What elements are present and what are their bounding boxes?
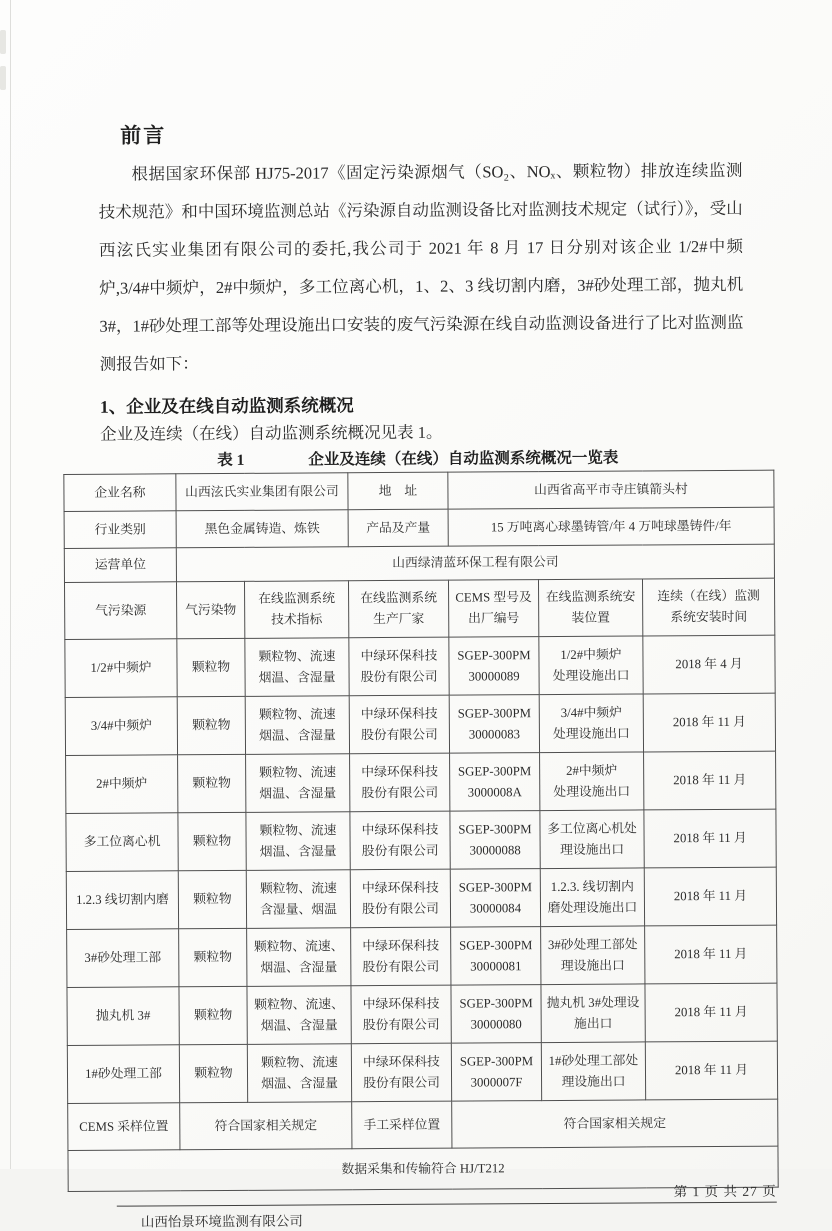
cell: SGEP-300PM 30000083 (449, 695, 539, 754)
cell-label: 企业名称 (64, 474, 176, 512)
cell: 颗粒物 (177, 696, 245, 754)
cell-value: 山西绿清蓝环保工程有限公司 (176, 544, 774, 582)
cell: 颗粒物、流速 含湿量、烟温 (246, 870, 350, 929)
cell: SGEP-300PM 30000084 (450, 869, 540, 928)
table-label: 表 1 (217, 451, 245, 470)
cell: 中绿环保科技 股份有限公司 (351, 985, 451, 1044)
cell-value: 山西省高平市寺庄镇箭头村 (448, 470, 774, 509)
column-header: 连续（在线）监测 系统安装时间 (642, 578, 774, 636)
cell: 中绿环保科技 股份有限公司 (351, 927, 451, 986)
column-header: 气污染物 (176, 581, 244, 638)
cell: 颗粒物、流速、 烟温、含湿量 (247, 928, 351, 987)
cell-label: 运营单位 (64, 548, 176, 583)
cell: 中绿环保科技 股份有限公司 (350, 811, 450, 870)
table-row (65, 693, 775, 755)
cell-label: 行业类别 (64, 511, 176, 549)
cell: 1.2.3. 线切割内 磨处理设施出口 (540, 868, 644, 927)
cell: 颗粒物 (178, 754, 246, 812)
table-row-industry (64, 507, 774, 548)
cell: 中绿环保科技 股份有限公司 (349, 695, 449, 754)
cell-label: 产品及产量 (348, 509, 448, 547)
cell: 颗粒物 (178, 812, 246, 870)
cell: 3#砂处理工部 (67, 929, 179, 988)
cell: 中绿环保科技 股份有限公司 (350, 869, 450, 928)
preface-title: 前言 (120, 123, 167, 148)
table-caption (63, 445, 772, 471)
cell: 中绿环保科技 股份有限公司 (351, 1043, 451, 1102)
table-row (67, 983, 777, 1045)
monitoring-overview-table (63, 470, 778, 1192)
cell: 颗粒物、流速 烟温、含湿量 (246, 812, 350, 871)
cell: SGEP-300PM 30000088 (450, 811, 540, 870)
cell: 2018 年 11 月 (643, 693, 775, 752)
cell: 颗粒物 (177, 638, 245, 696)
cell: 1/2#中频炉 (65, 639, 177, 698)
cell: 颗粒物 (179, 986, 247, 1044)
cell: 2018 年 11 月 (644, 867, 776, 926)
table-row (65, 635, 775, 697)
cell: 颗粒物 (178, 870, 246, 928)
cell: 多工位离心机处 理设施出口 (540, 810, 644, 869)
table-row (66, 867, 776, 929)
cell: 中绿环保科技 股份有限公司 (350, 753, 450, 812)
column-header: CEMS 型号及 出厂编号 (448, 580, 538, 638)
table-title: 企业及连续（在线）自动监测系统概况一览表 (308, 449, 619, 469)
cell: 颗粒物、流速 烟温、含湿量 (245, 638, 349, 697)
table-row-sampling (68, 1099, 778, 1150)
cell: 中绿环保科技 股份有限公司 (349, 637, 449, 696)
table-row (66, 809, 776, 871)
cell: 3/4#中频炉 处理设施出口 (539, 694, 643, 753)
table-row-company (64, 470, 774, 511)
table-row (67, 1041, 777, 1103)
cell: 1#砂处理工部 (67, 1045, 179, 1104)
cell: SGEP-300PM 30000081 (451, 927, 541, 986)
cell: 3/4#中频炉 (65, 697, 177, 756)
cell: 2#中频炉 处理设施出口 (540, 752, 644, 811)
cell: 颗粒物、流速 烟温、含湿量 (246, 754, 350, 813)
cell-label: 手工采样位置 (352, 1101, 452, 1149)
page-number: 第 1 页 共 27 页 (673, 1183, 777, 1200)
cell: 抛丸机 3# (67, 987, 179, 1046)
section1-heading: 1、企业及在线自动监测系统概况 (99, 395, 354, 417)
table-row (66, 751, 776, 813)
cell: SGEP-300PM 3000008A (450, 753, 540, 812)
cell-value: 15 万吨离心球墨铸管/年 4 万吨球墨铸件/年 (448, 507, 774, 546)
cell: 2018 年 11 月 (645, 983, 777, 1042)
cell: 1.2.3 线切割内磨 (66, 871, 178, 930)
cell-value: 黑色金属铸造、炼铁 (176, 510, 348, 548)
cell: 颗粒物、流速、 烟温、含湿量 (247, 986, 351, 1045)
table-header-row (64, 578, 774, 639)
footer-company-name: 山西怡景环境监测有限公司 (140, 1213, 303, 1230)
cell: 抛丸机 3#处理设 施出口 (541, 984, 645, 1043)
page-footer (117, 1183, 777, 1231)
cell: 2018 年 11 月 (644, 751, 776, 810)
cell-note: 数据采集和传输符合 HJ/T212 (68, 1146, 778, 1191)
cell: 多工位离心机 (66, 813, 178, 872)
cell: SGEP-300PM 30000080 (451, 985, 541, 1044)
column-header: 在线监测系统 生产厂家 (348, 580, 448, 638)
footer-rule (117, 1202, 777, 1207)
cell: 颗粒物、流速 烟温、含湿量 (245, 696, 349, 755)
cell-value: 符合国家相关规定 (452, 1099, 778, 1148)
cell-value: 山西泫氏实业集团有限公司 (176, 473, 348, 511)
cell: 1/2#中频炉 处理设施出口 (539, 636, 643, 695)
cell: 1#砂处理工部处 理设施出口 (541, 1042, 645, 1101)
cell: 2018 年 11 月 (645, 925, 777, 984)
cell: 2018 年 4 月 (643, 635, 775, 694)
cell: 颗粒物、流速 烟温、含湿量 (247, 1044, 351, 1103)
table-row-operator (64, 544, 774, 582)
cell: 3#砂处理工部处 理设施出口 (541, 926, 645, 985)
cell: 2018 年 11 月 (644, 809, 776, 868)
preface-body: 根据国家环保部 HJ75-2017《固定污染源烟气（SO₂、NOₓ、颗粒物）排放连续监测技术规范》和中国环境监测总站《污染源自动监测设备比对监测技术规定（试行）》，受山西泫氏实业集团有限公司的委托,我公司于 2021 年 8 月 17 日分别对该企业 1/2#中频炉,3/4#中频炉，2#中频炉，多工位离心机，1、2、3 线切割内磨，3#砂处理工部，抛丸机 3#，1#砂处理工部等处理设施出口安装的废气污染源在线自动监测设备进行了比对监测监测报告如下： (98, 160, 744, 374)
cell: 2018 年 11 月 (645, 1041, 777, 1100)
cell-label: CEMS 采样位置 (68, 1103, 180, 1151)
cell-value: 符合国家相关规定 (180, 1102, 352, 1150)
table-row (67, 925, 777, 987)
section1-intro: 企业及连续（在线）自动监测系统概况见表 1。 (100, 422, 443, 444)
column-header: 气污染源 (64, 582, 176, 640)
cell: SGEP-300PM 30000089 (449, 637, 539, 696)
cell: 2#中频炉 (66, 755, 178, 814)
column-header: 在线监测系统安 装位置 (538, 579, 642, 637)
cell: SGEP-300PM 3000007F (451, 1043, 541, 1102)
cell: 颗粒物 (179, 1044, 247, 1102)
cell: 颗粒物 (179, 928, 247, 986)
cell-label: 地 址 (348, 472, 448, 510)
column-header: 在线监测系统 技术指标 (244, 581, 348, 639)
